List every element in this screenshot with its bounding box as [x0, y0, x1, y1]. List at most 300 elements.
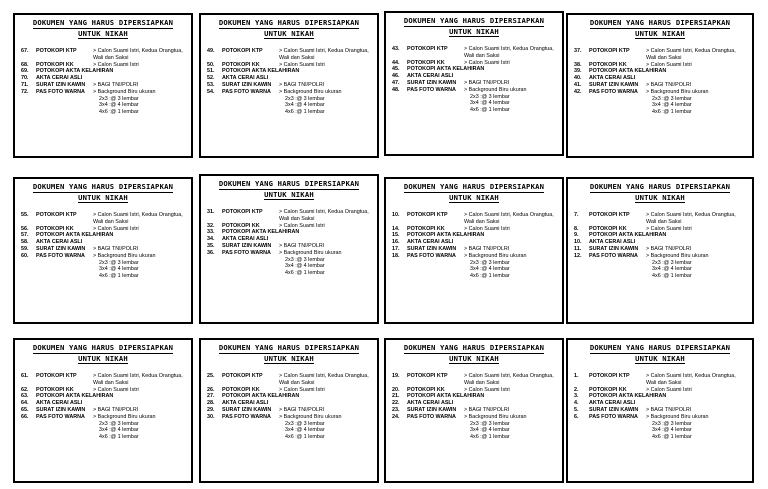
item-value: > Calon Suami Istri — [279, 386, 325, 393]
card-title — [574, 343, 746, 364]
item-number: 3. — [574, 393, 579, 400]
item-number: 64. — [21, 400, 29, 407]
item-label: POTOKOPI KTP — [222, 209, 263, 215]
item-value: > Calon Suami Istri, Kedua Orangtua, Wali dan Saksi — [93, 373, 183, 386]
item-label: POTOKOPI AKTA KELAHIRAN — [36, 232, 114, 239]
photo-size-2x3: 2x3 :@ 3 lembar — [99, 95, 139, 102]
card-title — [574, 18, 746, 39]
card-title — [207, 18, 371, 39]
item-value: > BAGI TNI/POLRI — [279, 81, 325, 88]
item-value: > Calon Suami Istri, Kedua Orangtua, Wali dan Saksi — [279, 48, 369, 61]
list-item — [574, 393, 746, 400]
list-item — [21, 232, 185, 239]
photo-size-2x3: 2x3 :@ 3 lembar — [470, 420, 510, 427]
item-label: AKTA CERAI ASLI — [222, 75, 269, 82]
title-line-2: UNTUK NIKAH — [78, 353, 128, 363]
list-item — [574, 82, 746, 89]
item-number: 31. — [207, 209, 215, 215]
card — [566, 177, 754, 324]
item-number: 43. — [392, 46, 400, 52]
item-label: POTOKOPI KTP — [589, 212, 630, 218]
item-number: 24. — [392, 413, 400, 420]
item-value: > BAGI TNI/POLRI — [93, 245, 139, 252]
item-label: SURAT IZIN KAWIN — [407, 79, 457, 86]
photo-size-3x4: 3x4 :@ 4 lembar — [652, 266, 692, 273]
item-number: 19. — [392, 373, 400, 379]
item-label: PAS FOTO WARNA — [222, 249, 271, 256]
card — [384, 177, 564, 324]
card — [13, 177, 193, 324]
item-label: POTOKOPI KK — [589, 386, 627, 393]
item-value: > Background Biru ukuran — [464, 86, 527, 93]
list-item — [392, 393, 556, 400]
title-line-1: DOKUMEN YANG HARUS DIPERSIAPKAN — [218, 179, 360, 188]
list-item — [574, 407, 746, 414]
item-number: 71. — [21, 81, 29, 88]
card — [384, 11, 564, 156]
item-label: POTOKOPI KK — [36, 386, 74, 393]
item-number: 36. — [207, 249, 215, 256]
item-label: POTOKOPI KK — [589, 61, 627, 68]
photo-size-2x3: 2x3 :@ 3 lembar — [470, 93, 510, 100]
title-line-1: DOKUMEN YANG HARUS DIPERSIAPKAN — [589, 18, 731, 27]
item-number: 57. — [21, 232, 29, 239]
item-number: 41. — [574, 81, 582, 88]
item-value: > BAGI TNI/POLRI — [464, 406, 510, 413]
item-number: 1. — [574, 373, 579, 379]
item-label: SURAT IZIN KAWIN — [222, 242, 272, 249]
card — [199, 338, 379, 483]
list-item — [207, 89, 371, 96]
photo-size-3x4: 3x4 :@ 4 lembar — [285, 102, 325, 109]
list-item — [574, 226, 746, 233]
list-item — [207, 82, 371, 89]
item-number: 16. — [392, 239, 400, 246]
card-title — [392, 16, 556, 37]
card — [566, 338, 754, 483]
list-item — [392, 387, 556, 394]
item-number: 61. — [21, 373, 29, 379]
item-label: POTOKOPI AKTA KELAHIRAN — [36, 68, 114, 75]
item-value: > Background Biru ukuran — [646, 252, 709, 259]
item-label: AKTA CERAI ASLI — [407, 400, 454, 407]
item-label: POTOKOPI KK — [407, 225, 445, 232]
item-label: AKTA CERAI ASLI — [589, 239, 636, 246]
item-label: AKTA CERAI ASLI — [589, 75, 636, 82]
item-label: AKTA CERAI ASLI — [36, 239, 83, 246]
list-item — [574, 232, 746, 239]
item-label: PAS FOTO WARNA — [222, 88, 271, 95]
item-label: POTOKOPI KTP — [36, 373, 77, 379]
document-list — [21, 48, 185, 116]
item-number: 46. — [392, 73, 400, 80]
item-label: POTOKOPI KTP — [589, 373, 630, 379]
document-list — [574, 373, 746, 441]
photo-size-4x6: 4x6 :@ 1 lembar — [99, 273, 139, 280]
item-number: 70. — [21, 75, 29, 82]
item-number: 49. — [207, 48, 215, 54]
item-label: PAS FOTO WARNA — [589, 413, 638, 420]
photo-size-2x3: 2x3 :@ 3 lembar — [99, 259, 139, 266]
list-item — [574, 75, 746, 82]
item-value: > Background Biru ukuran — [279, 88, 342, 95]
list-item — [574, 387, 746, 394]
photo-size-2x3: 2x3 :@ 3 lembar — [285, 256, 325, 263]
list-item — [574, 212, 746, 226]
item-label: POTOKOPI KK — [407, 59, 445, 66]
photo-size-3x4: 3x4 :@ 4 lembar — [652, 427, 692, 434]
item-value: > Calon Suami Istri, Kedua Orangtua, Wali dan Saksi — [464, 46, 554, 59]
list-item — [21, 239, 185, 246]
item-label: SURAT IZIN KAWIN — [589, 406, 639, 413]
item-value: > Background Biru ukuran — [279, 413, 342, 420]
card — [384, 338, 564, 483]
item-value: > Calon Suami Istri — [279, 61, 325, 68]
item-number: 51. — [207, 68, 215, 75]
list-item — [21, 62, 185, 69]
item-value: > Calon Suami Istri — [646, 61, 692, 68]
item-number: 35. — [207, 242, 215, 249]
photo-size-3x4: 3x4 :@ 4 lembar — [470, 427, 510, 434]
photo-size-2x3: 2x3 :@ 3 lembar — [99, 420, 139, 427]
title-line-1: DOKUMEN YANG HARUS DIPERSIAPKAN — [218, 18, 360, 27]
item-value: > Background Biru ukuran — [646, 413, 709, 420]
card — [566, 13, 754, 158]
list-item — [392, 66, 556, 73]
item-label: POTOKOPI AKTA KELAHIRAN — [222, 229, 300, 236]
document-list — [21, 373, 185, 441]
item-value: > BAGI TNI/POLRI — [646, 245, 692, 252]
item-number: 17. — [392, 245, 400, 252]
list-item — [574, 414, 746, 421]
photo-size-4x6: 4x6 :@ 1 lembar — [285, 109, 325, 116]
item-label: POTOKOPI KK — [36, 61, 74, 68]
list-item — [21, 75, 185, 82]
list-item — [392, 253, 556, 260]
item-number: 40. — [574, 75, 582, 82]
item-value: > Calon Suami Istri, Kedua Orangtua, Wali dan Saksi — [279, 373, 369, 386]
title-line-1: DOKUMEN YANG HARUS DIPERSIAPKAN — [589, 343, 731, 352]
list-item — [21, 82, 185, 89]
list-item — [21, 407, 185, 414]
list-item — [392, 80, 556, 87]
photo-size-2x3: 2x3 :@ 3 lembar — [652, 420, 692, 427]
item-label: PAS FOTO WARNA — [589, 252, 638, 259]
photo-size-3x4: 3x4 :@ 4 lembar — [99, 102, 139, 109]
item-number: 12. — [574, 252, 582, 259]
item-value: > Calon Suami Istri, Kedua Orangtua, Wali dan Saksi — [279, 209, 369, 222]
photo-size-4x6: 4x6 :@ 1 lembar — [652, 434, 692, 441]
item-label: PAS FOTO WARNA — [36, 413, 85, 420]
item-value: > Calon Suami Istri — [464, 225, 510, 232]
item-number: 15. — [392, 232, 400, 239]
item-label: SURAT IZIN KAWIN — [36, 245, 86, 252]
item-value: > BAGI TNI/POLRI — [93, 81, 139, 88]
item-label: POTOKOPI AKTA KELAHIRAN — [589, 232, 667, 239]
list-item — [392, 46, 556, 60]
list-item — [21, 393, 185, 400]
item-label: AKTA CERAI ASLI — [36, 400, 83, 407]
list-item — [392, 373, 556, 387]
document-list — [207, 209, 371, 277]
list-item — [392, 239, 556, 246]
photo-size-4x6: 4x6 :@ 1 lembar — [470, 273, 510, 280]
list-item — [207, 243, 371, 250]
card-title — [392, 343, 556, 364]
item-number: 9. — [574, 232, 579, 239]
item-number: 22. — [392, 400, 400, 407]
photo-size-3x4: 3x4 :@ 4 lembar — [285, 427, 325, 434]
item-label: POTOKOPI KTP — [222, 48, 263, 54]
item-value: > Calon Suami Istri, Kedua Orangtua, Wali dan Saksi — [646, 373, 736, 386]
list-item — [392, 414, 556, 421]
title-line-1: DOKUMEN YANG HARUS DIPERSIAPKAN — [589, 182, 731, 191]
list-item — [207, 393, 371, 400]
item-number: 29. — [207, 406, 215, 413]
item-value: > Calon Suami Istri, Kedua Orangtua, Wali dan Saksi — [464, 373, 554, 386]
item-number: 58. — [21, 239, 29, 246]
title-line-2: UNTUK NIKAH — [264, 353, 314, 363]
item-label: POTOKOPI KTP — [407, 46, 448, 52]
item-value: > Calon Suami Istri, Kedua Orangtua, Wali dan Saksi — [646, 48, 736, 61]
photo-size-3x4: 3x4 :@ 4 lembar — [470, 100, 510, 107]
title-line-2: UNTUK NIKAH — [264, 189, 314, 199]
item-label: POTOKOPI KTP — [407, 373, 448, 379]
list-item — [392, 87, 556, 94]
item-label: POTOKOPI KK — [589, 225, 627, 232]
item-value: > Background Biru ukuran — [93, 252, 156, 259]
document-list — [574, 48, 746, 116]
item-number: 2. — [574, 386, 579, 393]
item-number: 67. — [21, 48, 29, 54]
list-item — [207, 62, 371, 69]
list-item — [207, 209, 371, 223]
item-label: SURAT IZIN KAWIN — [222, 406, 272, 413]
list-item — [21, 212, 185, 226]
item-value: > BAGI TNI/POLRI — [464, 245, 510, 252]
list-item — [21, 68, 185, 75]
title-line-2: UNTUK NIKAH — [449, 192, 499, 202]
list-item — [207, 400, 371, 407]
item-number: 5. — [574, 406, 579, 413]
list-item — [207, 68, 371, 75]
list-item — [392, 232, 556, 239]
card-title — [207, 343, 371, 364]
list-item — [207, 236, 371, 243]
item-value: > Calon Suami Istri — [93, 225, 139, 232]
list-item — [574, 89, 746, 96]
list-item — [207, 229, 371, 236]
item-value: > Background Biru ukuran — [93, 413, 156, 420]
title-line-2: UNTUK NIKAH — [449, 26, 499, 36]
item-number: 21. — [392, 393, 400, 400]
card — [13, 338, 193, 483]
card — [199, 174, 379, 324]
list-item — [392, 212, 556, 226]
item-number: 6. — [574, 413, 579, 420]
list-item — [392, 407, 556, 414]
item-number: 30. — [207, 413, 215, 420]
document-list — [207, 373, 371, 441]
item-number: 38. — [574, 61, 582, 68]
item-value: > Calon Suami Istri, Kedua Orangtua, Wali dan Saksi — [646, 212, 736, 225]
item-label: AKTA CERAI ASLI — [589, 400, 636, 407]
card — [13, 13, 193, 158]
item-value: > Background Biru ukuran — [93, 88, 156, 95]
photo-size-2x3: 2x3 :@ 3 lembar — [652, 95, 692, 102]
item-label: PAS FOTO WARNA — [36, 252, 85, 259]
item-value: > BAGI TNI/POLRI — [646, 406, 692, 413]
list-item — [392, 226, 556, 233]
document-list — [392, 46, 556, 114]
title-line-2: UNTUK NIKAH — [449, 353, 499, 363]
title-line-1: DOKUMEN YANG HARUS DIPERSIAPKAN — [32, 182, 174, 191]
item-label: PAS FOTO WARNA — [407, 252, 456, 259]
item-number: 25. — [207, 373, 215, 379]
item-label: POTOKOPI AKTA KELAHIRAN — [36, 393, 114, 400]
item-value: > Calon Suami Istri — [279, 222, 325, 229]
item-value: > Background Biru ukuran — [279, 249, 342, 256]
list-item — [207, 48, 371, 62]
item-label: AKTA CERAI ASLI — [222, 400, 269, 407]
item-value: > BAGI TNI/POLRI — [279, 242, 325, 249]
item-number: 44. — [392, 59, 400, 66]
item-number: 48. — [392, 86, 400, 93]
item-label: AKTA CERAI ASLI — [36, 75, 83, 82]
item-number: 55. — [21, 212, 29, 218]
photo-size-2x3: 2x3 :@ 3 lembar — [285, 95, 325, 102]
photo-size-3x4: 3x4 :@ 4 lembar — [285, 263, 325, 270]
item-number: 33. — [207, 229, 215, 236]
list-item — [574, 48, 746, 62]
photo-size-4x6: 4x6 :@ 1 lembar — [652, 109, 692, 116]
list-item — [574, 400, 746, 407]
list-item — [21, 373, 185, 387]
title-line-1: DOKUMEN YANG HARUS DIPERSIAPKAN — [403, 16, 545, 25]
item-number: 53. — [207, 81, 215, 88]
list-item — [574, 253, 746, 260]
item-number: 72. — [21, 88, 29, 95]
item-label: PAS FOTO WARNA — [407, 86, 456, 93]
item-number: 10. — [392, 212, 400, 218]
list-item — [21, 246, 185, 253]
item-number: 47. — [392, 79, 400, 86]
item-number: 18. — [392, 252, 400, 259]
item-number: 62. — [21, 386, 29, 393]
item-label: PAS FOTO WARNA — [36, 88, 85, 95]
item-label: POTOKOPI AKTA KELAHIRAN — [407, 393, 485, 400]
item-number: 66. — [21, 413, 29, 420]
card — [199, 13, 379, 158]
item-label: POTOKOPI KK — [222, 222, 260, 229]
item-number: 34. — [207, 236, 215, 243]
item-number: 56. — [21, 225, 29, 232]
item-number: 52. — [207, 75, 215, 82]
title-line-2: UNTUK NIKAH — [264, 28, 314, 38]
item-label: SURAT IZIN KAWIN — [407, 406, 457, 413]
item-label: POTOKOPI KTP — [222, 373, 263, 379]
list-item — [574, 68, 746, 75]
item-label: SURAT IZIN KAWIN — [589, 81, 639, 88]
document-list — [21, 212, 185, 280]
list-item — [392, 73, 556, 80]
item-number: 68. — [21, 61, 29, 68]
item-label: PAS FOTO WARNA — [222, 413, 271, 420]
title-line-1: DOKUMEN YANG HARUS DIPERSIAPKAN — [218, 343, 360, 352]
list-item — [207, 387, 371, 394]
item-value: > Calon Suami Istri, Kedua Orangtua, Wali dan Saksi — [93, 48, 183, 61]
item-value: > BAGI TNI/POLRI — [279, 406, 325, 413]
item-label: SURAT IZIN KAWIN — [36, 81, 86, 88]
list-item — [207, 407, 371, 414]
list-item — [207, 414, 371, 421]
item-number: 8. — [574, 225, 579, 232]
card-title — [392, 182, 556, 203]
photo-size-3x4: 3x4 :@ 4 lembar — [652, 102, 692, 109]
item-label: POTOKOPI KK — [407, 386, 445, 393]
list-item — [574, 246, 746, 253]
item-number: 59. — [21, 245, 29, 252]
item-number: 32. — [207, 222, 215, 229]
item-number: 63. — [21, 393, 29, 400]
document-list — [392, 373, 556, 441]
list-item — [21, 414, 185, 421]
item-label: SURAT IZIN KAWIN — [36, 406, 86, 413]
item-label: POTOKOPI AKTA KELAHIRAN — [407, 232, 485, 239]
photo-size-4x6: 4x6 :@ 1 lembar — [285, 270, 325, 277]
card-title — [21, 18, 185, 39]
item-value: > BAGI TNI/POLRI — [646, 81, 692, 88]
title-line-2: UNTUK NIKAH — [78, 28, 128, 38]
title-line-1: DOKUMEN YANG HARUS DIPERSIAPKAN — [403, 182, 545, 191]
item-label: POTOKOPI KK — [222, 61, 260, 68]
item-label: POTOKOPI AKTA KELAHIRAN — [222, 393, 300, 400]
item-number: 27. — [207, 393, 215, 400]
list-item — [207, 373, 371, 387]
item-value: > Background Biru ukuran — [464, 413, 527, 420]
item-label: POTOKOPI KTP — [36, 212, 77, 218]
item-label: SURAT IZIN KAWIN — [589, 245, 639, 252]
card-title — [21, 182, 185, 203]
list-item — [392, 400, 556, 407]
item-number: 28. — [207, 400, 215, 407]
item-number: 65. — [21, 406, 29, 413]
photo-size-4x6: 4x6 :@ 1 lembar — [99, 109, 139, 116]
item-value: > Background Biru ukuran — [646, 88, 709, 95]
item-label: PAS FOTO WARNA — [589, 88, 638, 95]
item-label: AKTA CERAI ASLI — [222, 236, 269, 243]
card-title — [21, 343, 185, 364]
list-item — [207, 223, 371, 230]
item-value: > Calon Suami Istri — [93, 386, 139, 393]
title-line-2: UNTUK NIKAH — [635, 28, 685, 38]
list-item — [207, 75, 371, 82]
list-item — [574, 373, 746, 387]
photo-size-4x6: 4x6 :@ 1 lembar — [470, 434, 510, 441]
title-line-1: DOKUMEN YANG HARUS DIPERSIAPKAN — [32, 343, 174, 352]
photo-size-4x6: 4x6 :@ 1 lembar — [652, 273, 692, 280]
photo-size-4x6: 4x6 :@ 1 lembar — [99, 434, 139, 441]
item-number: 4. — [574, 400, 579, 407]
item-number: 26. — [207, 386, 215, 393]
card-title — [207, 179, 371, 200]
item-label: SURAT IZIN KAWIN — [407, 245, 457, 252]
title-line-2: UNTUK NIKAH — [78, 192, 128, 202]
list-item — [21, 226, 185, 233]
item-value: > Calon Suami Istri — [93, 61, 139, 68]
item-label: POTOKOPI KTP — [36, 48, 77, 54]
title-line-2: UNTUK NIKAH — [635, 192, 685, 202]
